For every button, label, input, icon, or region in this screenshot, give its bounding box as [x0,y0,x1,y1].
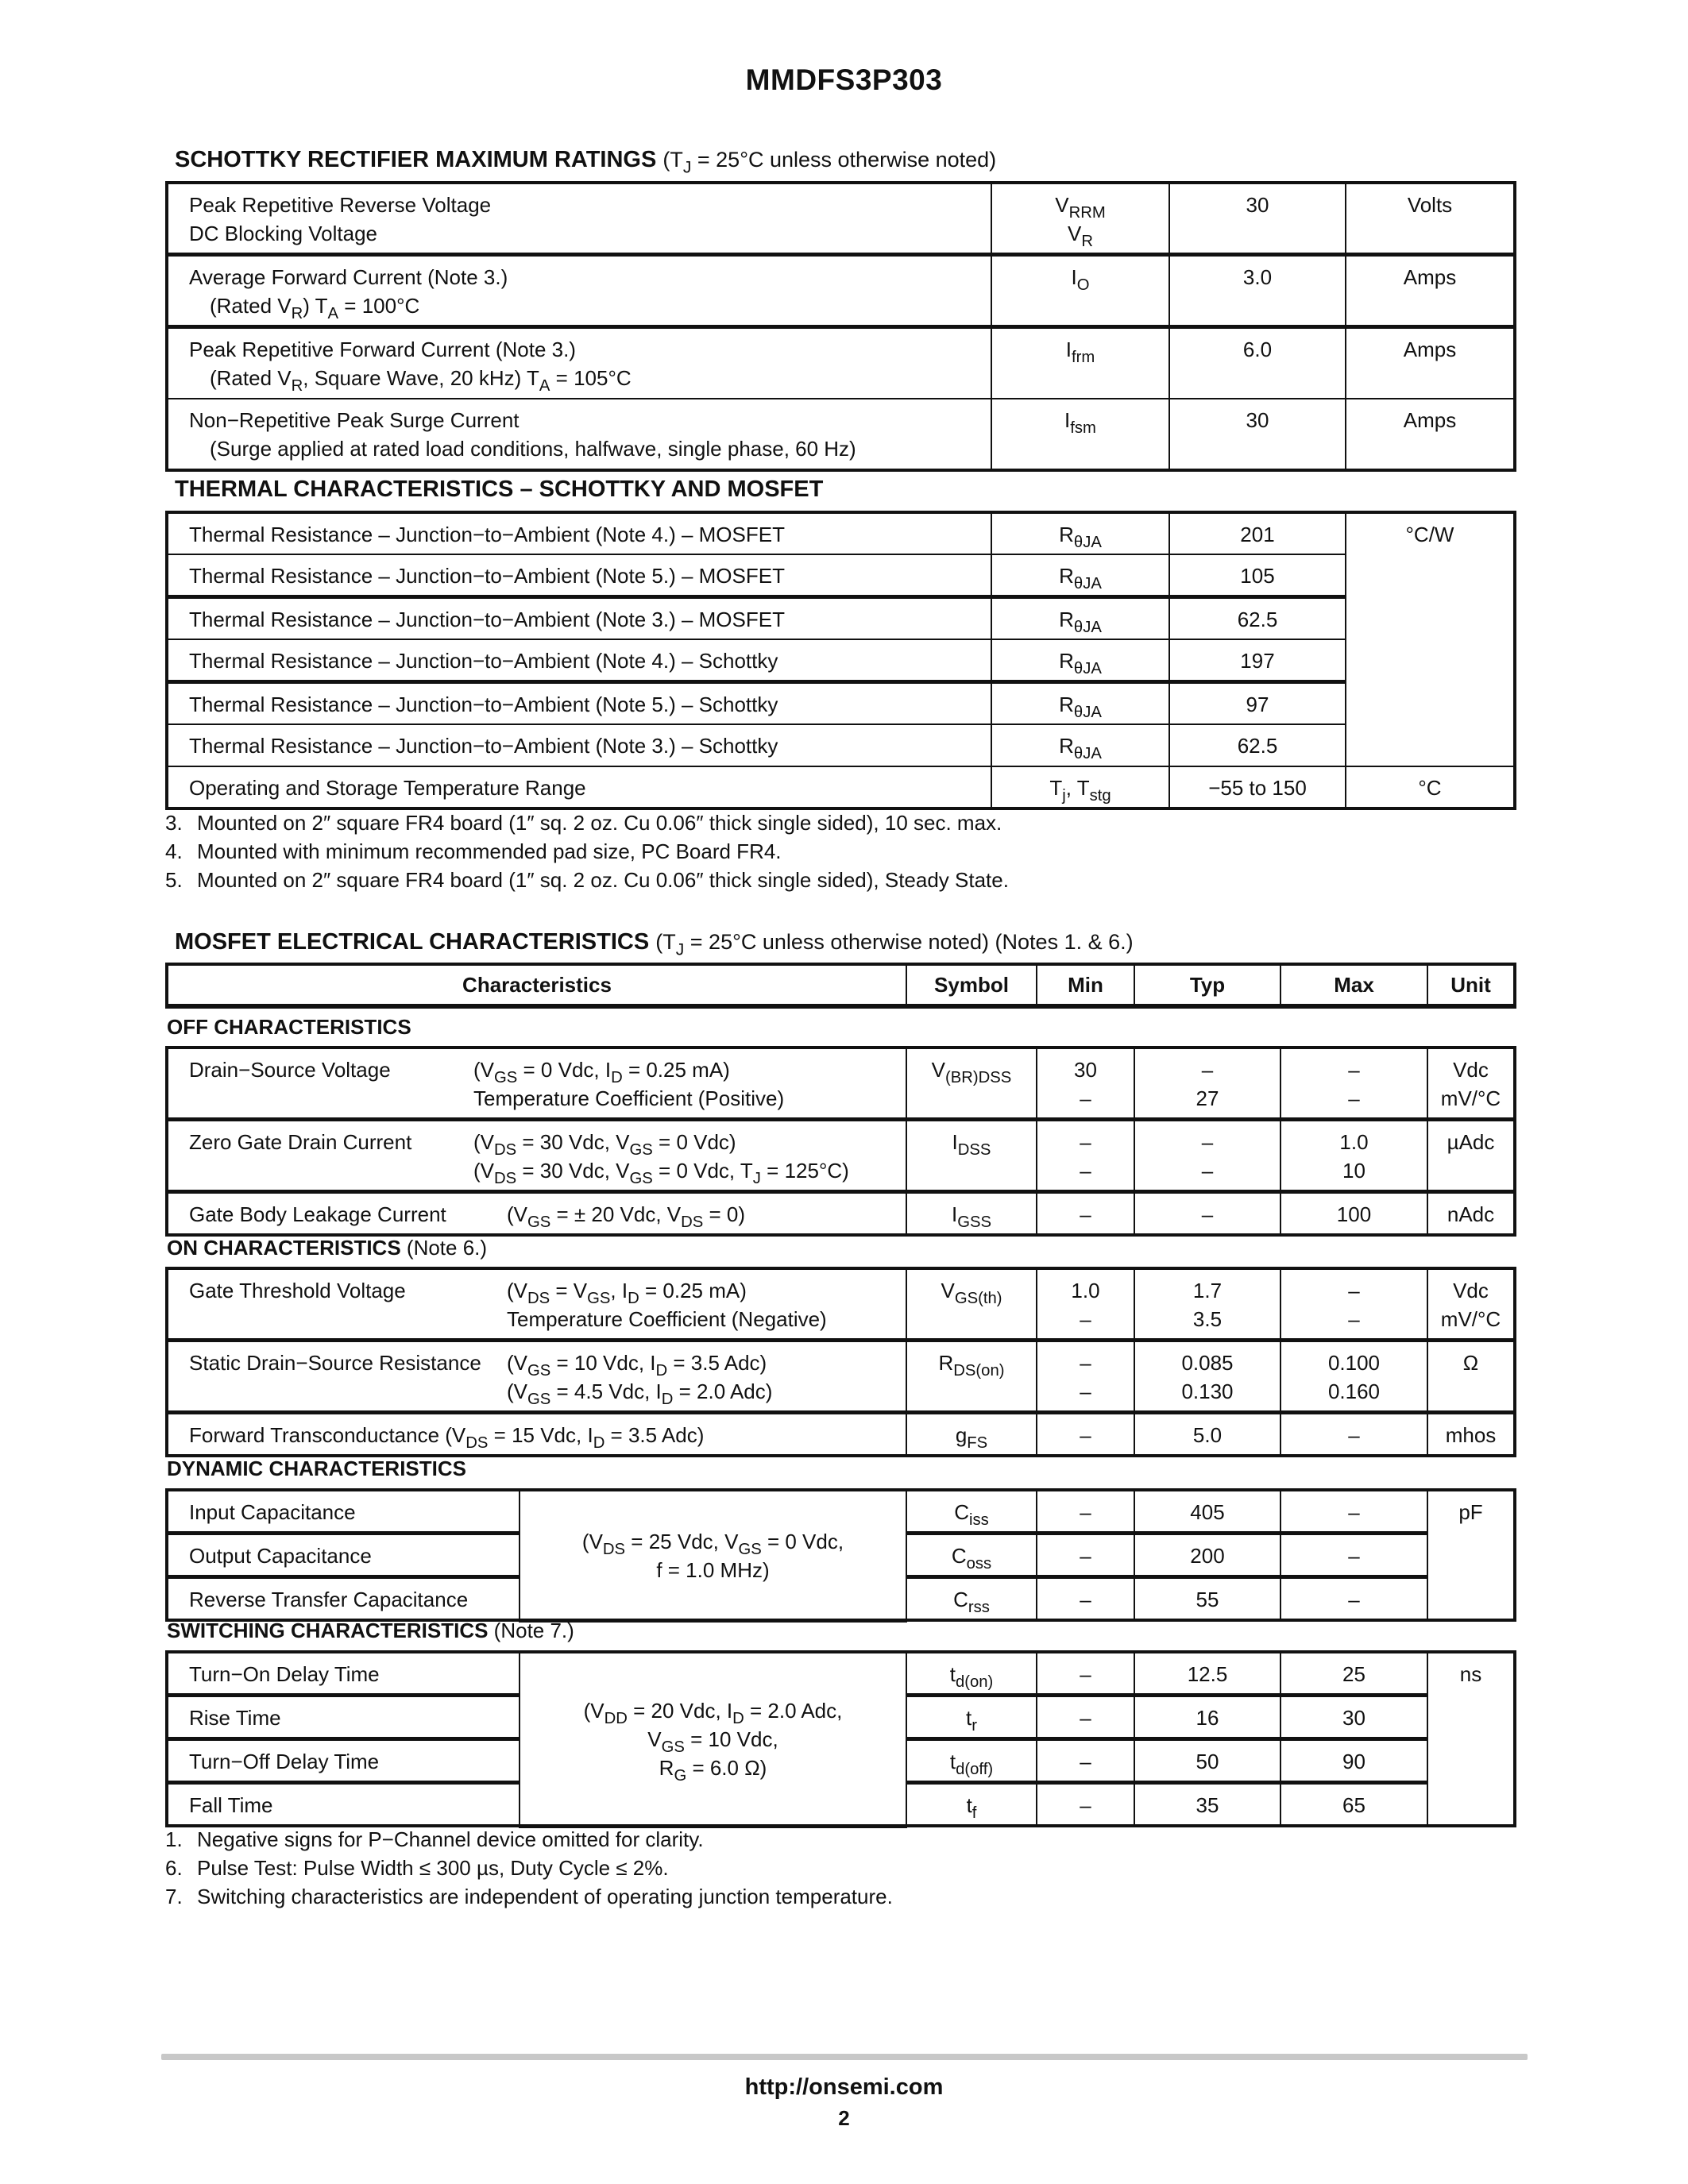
char-max: 100 [1280,1192,1427,1236]
thermal-symbol: $R_{\theta JA}$ [991,512,1169,554]
table-row [167,597,1515,640]
table-row [167,1048,1515,1120]
char-symbol: $C_{iss}$ [906,1490,1037,1534]
char-typ: 1.7 3.5 [1134,1268,1280,1341]
thermal-label: Thermal Resistance – Junction−to−Ambient (Note 4.) – Schottky [167,639,991,682]
thermal-notes [165,808,1009,894]
char-min: – [1037,1696,1134,1739]
char-label: Gate Threshold Voltage ($V_{DS} = V_{GS}$, $I_D = 0.25$ mA) Temperature Coefficient (Negative) [167,1268,906,1341]
footer-divider [161,2054,1528,2060]
char-min: – [1037,1739,1134,1783]
table-row [167,1490,1515,1534]
thermal-value: 62.5 [1169,724,1346,766]
char-unit: µAdc [1427,1120,1515,1192]
rating-unit: Volts [1346,183,1515,255]
rating-value: 30 [1169,399,1346,470]
table-row [167,255,1515,327]
thermal-label: Thermal Resistance – Junction−to−Ambient (Note 3.) – Schottky [167,724,991,766]
char-min: – – [1037,1120,1134,1192]
col-symbol: Symbol [906,964,1037,1006]
table-header-row [167,964,1515,1006]
rating-unit: Amps [1346,327,1515,399]
page-title: MMDFS3P303 [745,64,943,96]
mosfet-note: ($T_J = 25^\circ C$ unless otherwise noted) (Notes 1. & 6.) [655,930,1134,959]
table-row [167,399,1515,470]
char-symbol: $C_{oss}$ [906,1534,1037,1577]
thermal-value: 201 [1169,512,1346,554]
rating-value: 30 [1169,183,1346,255]
note-item: 1. Negative signs for P−Channel device omitted for clarity. [165,1827,704,1851]
off-characteristics-table [165,1046,1516,1237]
char-label: Drain−Source Voltage ($V_{GS} = 0$ Vdc, $I_D = 0.25$ mA) Temperature Coefficient (Positive) [167,1048,906,1120]
temp-range-unit: °C [1346,766,1515,808]
table-row [167,183,1515,255]
char-min: – [1037,1534,1134,1577]
char-label: Turn−On Delay Time [167,1652,520,1696]
char-label: Turn−Off Delay Time [167,1739,520,1783]
rating-label: Average Forward Current (Note 3.) (Rated $V_R$) $T_A = 100^\circ C$ [167,255,991,327]
char-symbol: $V_{(BR)DSS}$ [906,1048,1037,1120]
char-label: Reverse Transfer Capacitance [167,1577,520,1621]
char-min: – [1037,1577,1134,1621]
table-row [167,512,1515,554]
char-unit: Vdc mV/°C [1427,1048,1515,1120]
char-typ: 0.085 0.130 [1134,1341,1280,1413]
table-row [167,1120,1515,1192]
thermal-value: 105 [1169,554,1346,597]
char-symbol: $I_{GSS}$ [906,1192,1037,1236]
thermal-symbol: $R_{\theta JA}$ [991,724,1169,766]
schottky-ratings-table [165,181,1516,472]
note-item: 5. Mounted on 2″ square FR4 board (1″ sq. 2 oz. Cu 0.06″ thick single sided), Steady State. [165,868,1009,892]
char-min: – [1037,1413,1134,1457]
dynamic-characteristics-title: DYNAMIC CHARACTERISTICS [167,1457,466,1480]
footer-url-link[interactable]: http://onsemi.com [744,2074,944,2100]
char-typ: 16 [1134,1696,1280,1739]
page-number: 2 [838,2106,850,2130]
char-label: Output Capacitance [167,1534,520,1577]
rating-symbol: $I_O$ [991,255,1169,327]
temp-range-value: −55 to 150 [1169,766,1346,808]
char-typ: 5.0 [1134,1413,1280,1457]
char-min: – [1037,1192,1134,1236]
thermal-label: Thermal Resistance – Junction−to−Ambient (Note 5.) – MOSFET [167,554,991,597]
char-symbol: $C_{rss}$ [906,1577,1037,1621]
mosfet-notes [165,1825,893,1911]
on-characteristics-table [165,1267,1516,1457]
char-typ: 200 [1134,1534,1280,1577]
rating-label: Peak Repetitive Reverse Voltage DC Blocking Voltage [167,183,991,255]
thermal-symbol: $R_{\theta JA}$ [991,639,1169,682]
mosfet-title: MOSFET ELECTRICAL CHARACTERISTICS [175,929,650,955]
note-item: 6. Pulse Test: Pulse Width ≤ 300 µs, Duty Cycle ≤ 2%. [165,1856,669,1880]
thermal-unit: °C/W [1346,512,1515,766]
col-max: Max [1280,964,1427,1006]
table-row [167,1268,1515,1341]
char-symbol: $I_{DSS}$ [906,1120,1037,1192]
char-min: – [1037,1783,1134,1827]
char-symbol: $t_{d(off)}$ [906,1739,1037,1783]
char-max: 30 [1280,1696,1427,1739]
temp-range-label: Operating and Storage Temperature Range [167,766,991,808]
table-row [167,766,1515,808]
char-typ: 50 [1134,1739,1280,1783]
schottky-note: ($T_J = 25^\circ C$ unless otherwise noted) [662,148,997,177]
char-symbol: $t_r$ [906,1696,1037,1739]
table-row [167,1341,1515,1413]
switching-conditions: ($V_{DD} = 20$ Vdc, $I_D = 2.0$ Adc, $V_{GS} = 10$ Vdc, $R_G = 6.0$ Ω) [520,1652,906,1826]
char-max: 1.0 10 [1280,1120,1427,1192]
char-typ: – – [1134,1120,1280,1192]
char-unit: nAdc [1427,1192,1515,1236]
char-max: – [1280,1413,1427,1457]
table-row [167,1192,1515,1236]
char-unit: Ω [1427,1341,1515,1413]
note-item: 4. Mounted with minimum recommended pad size, PC Board FR4. [165,839,782,863]
table-row [167,1652,1515,1696]
table-row [167,1413,1515,1457]
rating-symbol: $I_{frm}$ [991,327,1169,399]
char-max: 0.100 0.160 [1280,1341,1427,1413]
char-typ: 12.5 [1134,1652,1280,1696]
thermal-label: Thermal Resistance – Junction−to−Ambient (Note 3.) – MOSFET [167,597,991,640]
char-max: – [1280,1577,1427,1621]
rating-label: Peak Repetitive Forward Current (Note 3.) (Rated $V_R$, Square Wave, 20 kHz) $T_A = 105^\circ C$ [167,327,991,399]
switching-characteristics-table [165,1650,1516,1828]
char-label: Fall Time [167,1783,520,1827]
dynamic-conditions: ($V_{DS} = 25$ Vdc, $V_{GS} = 0$ Vdc, f = 1.0 MHz) [520,1490,906,1620]
thermal-value: 62.5 [1169,597,1346,640]
char-label: Zero Gate Drain Current ($V_{DS} = 30$ Vdc, $V_{GS} = 0$ Vdc) ($V_{DS} = 30$ Vdc, $V_{GS} = 0$ Vdc, $T_J = 125^\circ C$) [167,1120,906,1192]
char-unit: Vdc mV/°C [1427,1268,1515,1341]
char-unit: pF [1427,1490,1515,1620]
mosfet-section-title [175,929,1134,959]
rating-unit: Amps [1346,399,1515,470]
table-row [167,724,1515,766]
char-max: – – [1280,1268,1427,1341]
thermal-section-title: THERMAL CHARACTERISTICS – SCHOTTKY AND MOSFET [175,477,824,502]
char-symbol: $g_{FS}$ [906,1413,1037,1457]
char-label: Input Capacitance [167,1490,520,1534]
char-min: 1.0 – [1037,1268,1134,1341]
schottky-section-title [175,147,997,177]
char-min: – [1037,1652,1134,1696]
char-max: 25 [1280,1652,1427,1696]
char-max: 65 [1280,1783,1427,1827]
thermal-label: Thermal Resistance – Junction−to−Ambient (Note 4.) – MOSFET [167,512,991,554]
table-row [167,682,1515,725]
off-characteristics-title: OFF CHARACTERISTICS [167,1015,411,1039]
thermal-symbol: $R_{\theta JA}$ [991,597,1169,640]
thermal-table [165,511,1516,810]
table-row [167,327,1515,399]
char-symbol: $V_{GS(th)}$ [906,1268,1037,1341]
rating-value: 3.0 [1169,255,1346,327]
char-label: Gate Body Leakage Current ($V_{GS}$ = ± 20 Vdc, $V_{DS} = 0$) [167,1192,906,1236]
char-typ: 55 [1134,1577,1280,1621]
schottky-title: SCHOTTKY RECTIFIER MAXIMUM RATINGS [175,147,657,172]
char-max: – [1280,1534,1427,1577]
mosfet-header-table [165,963,1516,1009]
rating-symbol: $I_{fsm}$ [991,399,1169,470]
char-unit: ns [1427,1652,1515,1826]
char-unit: mhos [1427,1413,1515,1457]
char-symbol: $R_{DS(on)}$ [906,1341,1037,1413]
char-label: Rise Time [167,1696,520,1739]
char-typ: 35 [1134,1783,1280,1827]
char-symbol: $t_f$ [906,1783,1037,1827]
char-label: Static Drain−Source Resistance ($V_{GS} = 10$ Vdc, $I_D = 3.5$ Adc) ($V_{GS} = 4.5$ Vdc, $I_D = 2.0$ Adc) [167,1341,906,1413]
col-min: Min [1037,964,1134,1006]
char-max: – [1280,1490,1427,1534]
note-item: 3. Mounted on 2″ square FR4 board (1″ sq. 2 oz. Cu 0.06″ thick single sided), 10 sec. max. [165,811,1002,835]
table-row [167,554,1515,597]
temp-range-symbol: $T_j$, $T_{stg}$ [991,766,1169,808]
col-characteristics: Characteristics [167,964,906,1006]
thermal-value: 197 [1169,639,1346,682]
char-symbol: $t_{d(on)}$ [906,1652,1037,1696]
rating-symbol: $V_{RRM}$ $V_R$ [991,183,1169,255]
rating-unit: Amps [1346,255,1515,327]
char-min: – [1037,1490,1134,1534]
thermal-symbol: $R_{\theta JA}$ [991,554,1169,597]
col-unit: Unit [1427,964,1515,1006]
thermal-value: 97 [1169,682,1346,725]
rating-value: 6.0 [1169,327,1346,399]
col-typ: Typ [1134,964,1280,1006]
switching-characteristics-title: SWITCHING CHARACTERISTICS (Note 7.) [167,1619,574,1642]
dynamic-characteristics-table [165,1488,1516,1623]
char-typ: – 27 [1134,1048,1280,1120]
char-max: 90 [1280,1739,1427,1783]
thermal-symbol: $R_{\theta JA}$ [991,682,1169,725]
char-label: Forward Transconductance ($V_{DS} = 15$ Vdc, $I_D = 3.5$ Adc) [167,1413,906,1457]
on-characteristics-title: ON CHARACTERISTICS (Note 6.) [167,1236,488,1260]
char-min: 30 – [1037,1048,1134,1120]
rating-label: Non−Repetitive Peak Surge Current (Surge applied at rated load conditions, halfwave, single phase, 60 Hz) [167,399,991,470]
char-min: – – [1037,1341,1134,1413]
char-typ: 405 [1134,1490,1280,1534]
char-typ: – [1134,1192,1280,1236]
note-item: 7. Switching characteristics are independent of operating junction temperature. [165,1885,893,1908]
char-max: – – [1280,1048,1427,1120]
thermal-label: Thermal Resistance – Junction−to−Ambient (Note 5.) – Schottky [167,682,991,725]
table-row [167,639,1515,682]
